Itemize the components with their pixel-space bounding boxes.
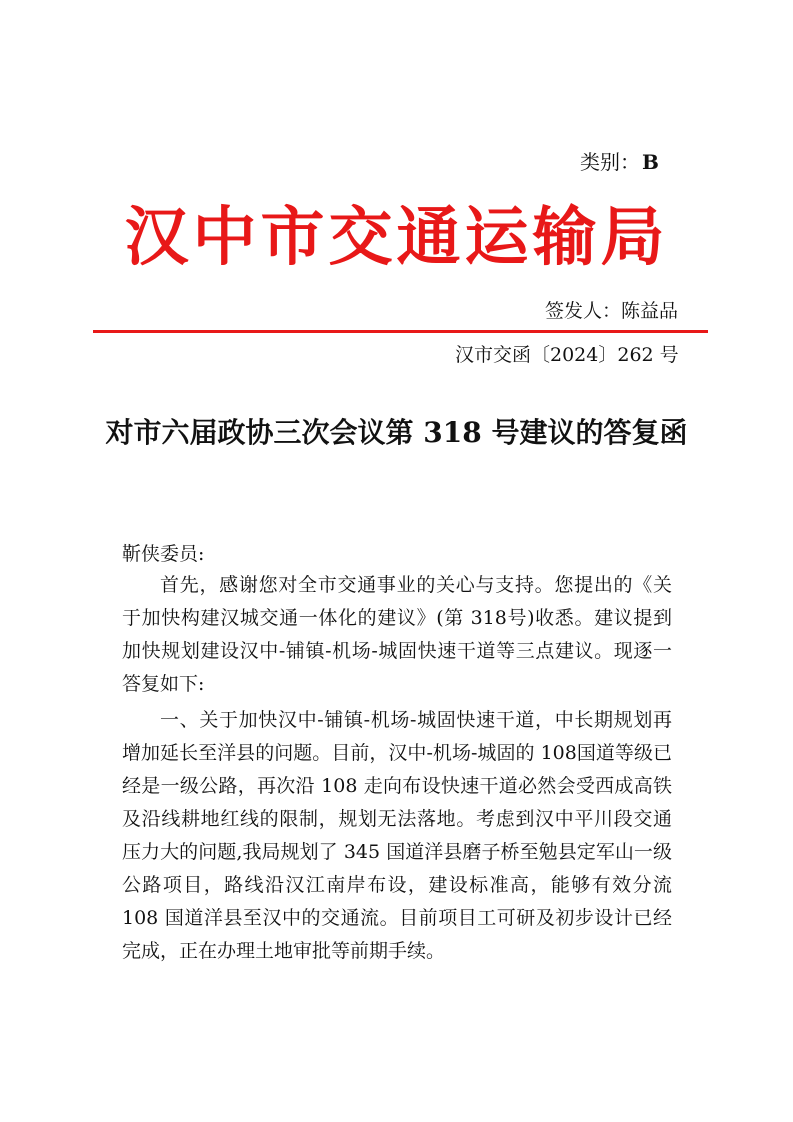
document-number: 汉市交函〔2024〕262 号 — [455, 344, 679, 366]
category-value: B — [642, 150, 659, 174]
paragraph-intro: 首先，感谢您对全市交通事业的关心与支持。您提出的《关于加快构建汉城交通一体化的建议》(第 318号)收悉。建议提到加快规划建设汉中-铺镇-机场-城固快速干道等三点建议。现逐一答复如下: — [122, 574, 672, 695]
document-title: 对市六届政协三次会议第 318 号建议的答复函 — [105, 416, 688, 449]
category-label: 类别： — [580, 150, 640, 174]
issuer: 签发人：陈益品 — [545, 300, 679, 322]
red-divider-line — [93, 330, 708, 333]
recipient: 靳侠委员: — [122, 543, 205, 565]
organization-title: 汉中市交通运输局 — [124, 200, 669, 275]
category-line — [580, 148, 659, 176]
paragraph-reply-1: 一、关于加快汉中-铺镇-机场-城固快速干道，中长期规划再增加延长至洋县的问题。目前，汉中-机场-城固的 108国道等级已经是一级公路，再次沿 108 走向布设快速干道必然会受西成高铁及沿线耕地红线的限制，规划无法落地。考虑到汉中平川段交通压力大的问题,我局规划了 345 国道洋县磨子桥至勉县定军山一级公路项目，路线沿汉江南岸布设，建设标准高，能够有效分流 108 国道洋县至汉中的交通流。目前项目工可研及初步设计已经完成，正在办理土地审批等前期手续。 — [122, 709, 672, 962]
